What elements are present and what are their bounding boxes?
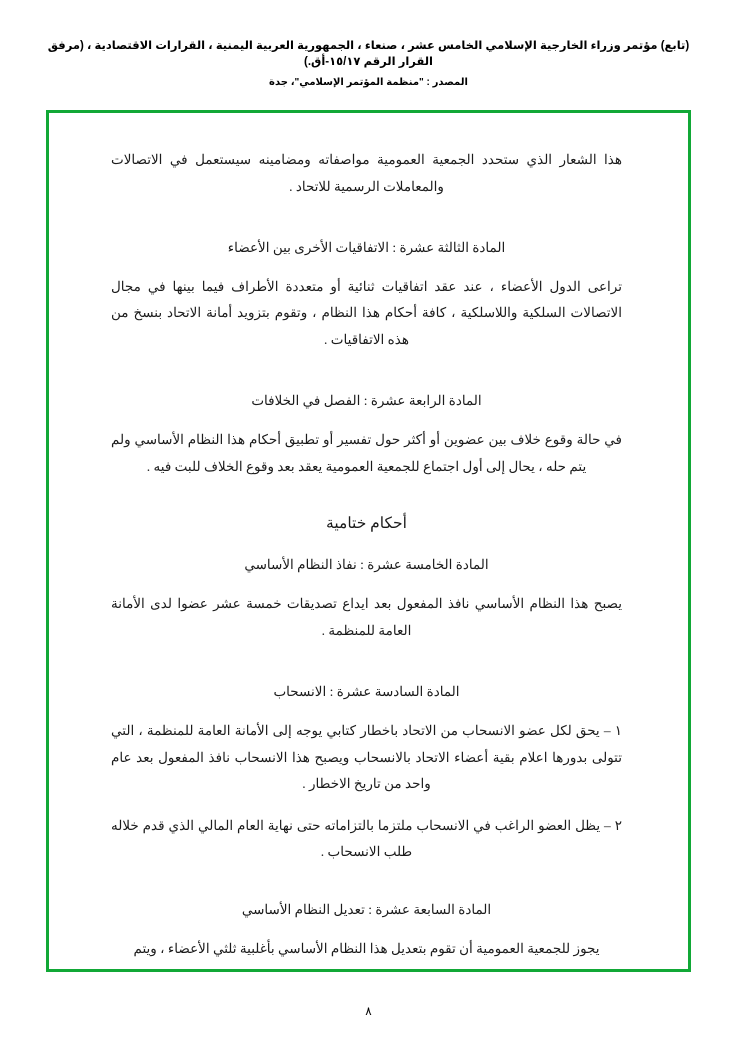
document-header (0, 0, 737, 88)
article-16-list (111, 718, 622, 866)
page-number: ٨ (365, 1004, 372, 1018)
spacer (111, 220, 622, 236)
list-item: ٢ – يظل العضو الراغب في الانسحاب ملتزما بالتزاماته حتى نهاية العام المالي الذي قدم خلاله طلب الانسحاب . (111, 818, 622, 860)
header-conference-line: (تابع) مؤتمر وزراء الخارجية الإسلامي الخامس عشر ، صنعاء ، الجمهورية العربية اليمنية ، القرارات الاقتصادية ، (مرفق القرار الرقم ١٥/١٧-أق.) (47, 40, 690, 69)
article-title-15: المادة الخامسة عشرة : نفاذ النظام الأساسي (244, 556, 489, 572)
final-provisions-heading: أحكام ختامية (326, 514, 407, 532)
article-title-17: المادة السابعة عشرة : تعديل النظام الأساسي (241, 901, 492, 917)
green-border-frame (46, 110, 691, 972)
header-source-line: المصدر : "منظمة المؤتمر الإسلامي"، جدة (269, 77, 468, 89)
article-15-paragraph-1: يصبح هذا النظام الأساسي نافذ المفعول بعد ايداع تصديقات خمسة عشر عضوا لدى الأمانة العامة للمنظمة . (111, 596, 622, 638)
spacer (111, 882, 622, 898)
document-body (49, 113, 688, 962)
article-title-14: المادة الرابعة عشرة : الفصل في الخلافات (251, 393, 482, 409)
spacer (111, 664, 622, 680)
article-13-paragraph-1: تراعى الدول الأعضاء ، عند عقد اتفاقيات ثنائية أو متعددة الأطراف فيما بينها في مجال الاتصالات السلكية واللاسلكية ، كافة أحكام هذا النظام ، وتقوم بتزويد أمانة الاتحاد بنسخ من هذه الاتفاقيات . (111, 279, 622, 347)
article-title-16: المادة السادسة عشرة : الانسحاب (273, 683, 460, 699)
article-title-13: المادة الثالثة عشرة : الاتفاقيات الأخرى بين الأعضاء (227, 239, 506, 255)
spacer (111, 373, 622, 389)
article-17-paragraph-1: يجوز للجمعية العمومية أن تقوم بتعديل هذا النظام الأساسي بأغلبية ثلثي الأعضاء ، ويتم (133, 941, 600, 957)
article-14-paragraph-1: في حالة وقوع خلاف بين عضوين أو أكثر حول تفسير أو تطبيق أحكام هذا النظام الأساسي ولم يتم حله ، يحال إلى أول اجتماع للجمعية العمومية يعقد بعد وقوع الخلاف للبت فيه . (111, 432, 622, 474)
intro-paragraph: هذا الشعار الذي ستحدد الجمعية العمومية مواصفاته ومضامينه سيستعمل في الاتصالات والمعاملات الرسمية للاتحاد . (111, 152, 622, 194)
list-item: ١ – يحق لكل عضو الانسحاب من الاتحاد باخطار كتابي يوجه إلى الأمانة العامة للمنظمة ، التي تتولى بدورها اعلام بقية أعضاء الاتحاد بالانسحاب ويصبح هذا الانسحاب نافذ المفعول بعد عام واحد من تاريخ الاخطار . (111, 723, 622, 791)
